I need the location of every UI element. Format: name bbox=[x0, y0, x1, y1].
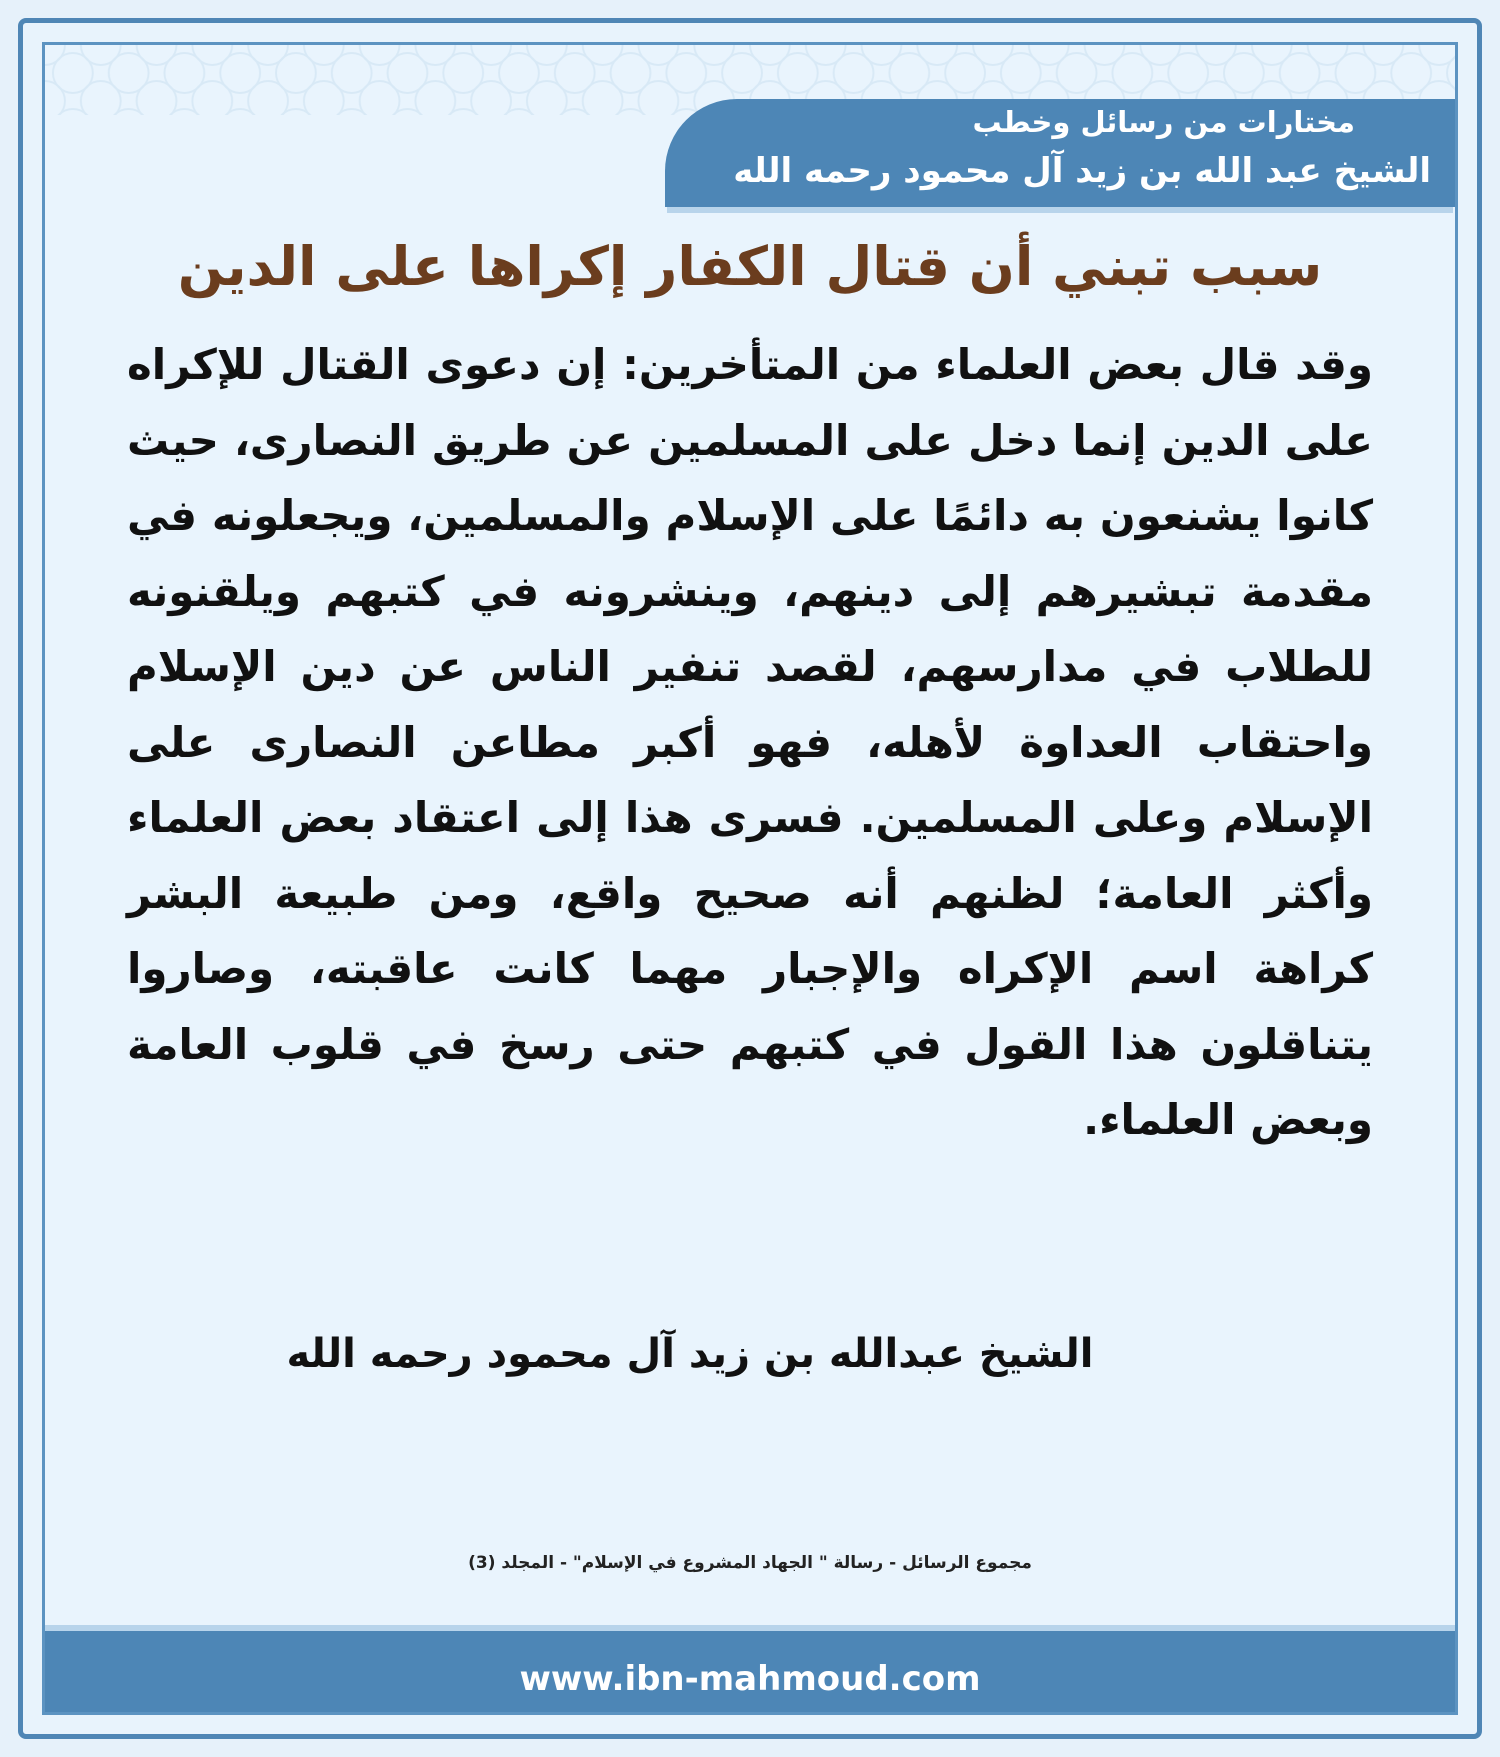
header-author-name: الشيخ عبد الله بن زيد آل محمود رحمه الله bbox=[733, 151, 1431, 191]
author-signature: الشيخ عبدالله بن زيد آل محمود رحمه الله bbox=[286, 1331, 1094, 1377]
page-title: سبب تبني أن قتال الكفار إكراها على الدين bbox=[177, 235, 1323, 298]
footer-bar bbox=[45, 1625, 1455, 1715]
header-subtitle: مختارات من رسائل وخطب bbox=[972, 105, 1355, 139]
body-paragraph: وقد قال بعض العلماء من المتأخرين: إن دعوى القتال للإكراه على الدين إنما دخل على المسلمين عن طريق النصارى، حيث كانوا يشنعون به دائمًا على الإسلام والمسلمين، ويجعلونه في مقدمة تبشيرهم إلى دينهم، وينشرونه في كتبهم ويلقنونه للطلاب في مدارسهم، لقصد تنفير الناس عن دين الإسلام واحتقاب العداوة لأهله، فهو أكبر مطاعن النصارى على الإسلام وعلى المسلمين. فسرى هذا إلى اعتقاد بعض العلماء وأكثر العامة؛ لظنهم أنه صحيح واقع، ومن طبيعة البشر كراهة اسم الإكراه والإجبار مهما كانت عاقبته، وصاروا يتناقلون هذا القول في كتبهم حتى رسخ في قلوب العامة وبعض العلماء. bbox=[127, 340, 1373, 1144]
source-citation: مجموع الرسائل - رسالة " الجهاد المشروع في الإسلام" - المجلد (3) bbox=[468, 1553, 1032, 1573]
card bbox=[42, 42, 1458, 1715]
website-link[interactable]: www.ibn-mahmoud.com bbox=[519, 1659, 981, 1699]
header-banner bbox=[665, 99, 1455, 207]
